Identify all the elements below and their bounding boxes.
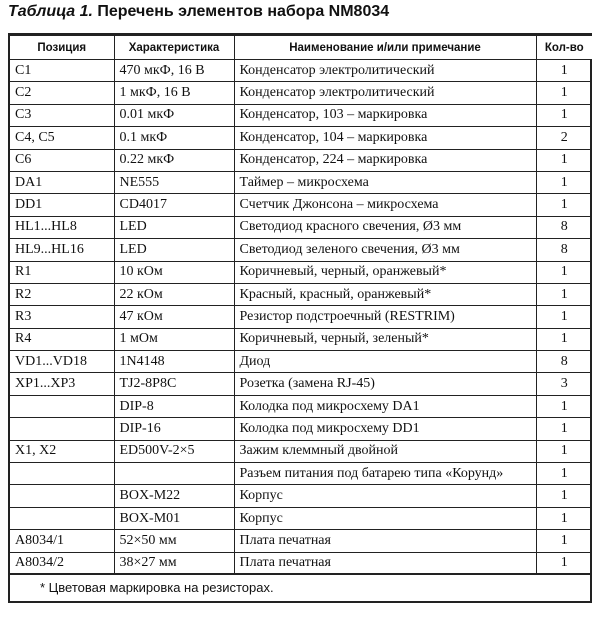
cell-quantity: 1 [536, 440, 592, 462]
cell-characteristic: ED500V-2×5 [114, 440, 234, 462]
table-title [8, 3, 389, 21]
cell-name-note: Конденсатор, 104 – маркировка [234, 127, 536, 149]
cell-characteristic: 1N4148 [114, 351, 234, 373]
cell-quantity: 1 [536, 507, 592, 529]
cell-position: VD1...VD18 [10, 351, 114, 373]
header-characteristic: Характеристика [114, 36, 234, 60]
table-row [10, 328, 592, 350]
cell-characteristic: 47 кОм [114, 306, 234, 328]
cell-name-note: Красный, красный, оранжевый* [234, 283, 536, 305]
cell-name-note: Светодиод красного свечения, Ø3 мм [234, 216, 536, 238]
parts-table-container [8, 33, 592, 603]
cell-characteristic: LED [114, 239, 234, 261]
cell-quantity: 1 [536, 328, 592, 350]
cell-quantity: 1 [536, 552, 592, 574]
cell-name-note: Корпус [234, 485, 536, 507]
cell-name-note: Зажим клеммный двойной [234, 440, 536, 462]
cell-characteristic: 1 мОм [114, 328, 234, 350]
cell-quantity: 1 [536, 306, 592, 328]
table-header-row [10, 36, 592, 60]
cell-quantity: 8 [536, 239, 592, 261]
header-quantity: Кол-во [536, 36, 592, 60]
cell-quantity: 1 [536, 194, 592, 216]
cell-characteristic: 10 кОм [114, 261, 234, 283]
header-position: Позиция [10, 36, 114, 60]
table-row [10, 171, 592, 193]
footnote: * Цветовая маркировка на резисторах. [40, 580, 274, 596]
cell-characteristic: 0.01 мкФ [114, 104, 234, 126]
table-title-text: Перечень элементов набора NM8034 [97, 3, 390, 20]
table-row [10, 306, 592, 328]
cell-characteristic: DIP-8 [114, 395, 234, 417]
table-row [10, 60, 592, 82]
table-row [10, 239, 592, 261]
cell-characteristic: 22 кОм [114, 283, 234, 305]
cell-position: DD1 [10, 194, 114, 216]
cell-name-note: Колодка под микросхему DA1 [234, 395, 536, 417]
parts-table [10, 35, 592, 575]
cell-position [10, 395, 114, 417]
cell-position [10, 463, 114, 485]
table-row [10, 373, 592, 395]
cell-quantity: 8 [536, 351, 592, 373]
cell-characteristic: CD4017 [114, 194, 234, 216]
cell-characteristic: NE555 [114, 171, 234, 193]
cell-quantity: 1 [536, 261, 592, 283]
cell-characteristic: 52×50 мм [114, 530, 234, 552]
cell-name-note: Конденсатор электролитический [234, 60, 536, 82]
table-row [10, 507, 592, 529]
cell-characteristic [114, 463, 234, 485]
cell-position: C4, C5 [10, 127, 114, 149]
cell-position: HL1...HL8 [10, 216, 114, 238]
table-row [10, 194, 592, 216]
table-row [10, 216, 592, 238]
cell-characteristic: TJ2-8P8C [114, 373, 234, 395]
table-row [10, 485, 592, 507]
cell-quantity: 1 [536, 60, 592, 82]
cell-quantity: 1 [536, 149, 592, 171]
cell-characteristic: 470 мкФ, 16 В [114, 60, 234, 82]
table-title-prefix: Таблица 1. [8, 3, 93, 20]
cell-characteristic: LED [114, 216, 234, 238]
cell-name-note: Конденсатор, 103 – маркировка [234, 104, 536, 126]
cell-position: A8034/1 [10, 530, 114, 552]
cell-name-note: Колодка под микросхему DD1 [234, 418, 536, 440]
header-name-note: Наименование и/или примечание [234, 36, 536, 60]
table-row [10, 351, 592, 373]
cell-characteristic: 0.22 мкФ [114, 149, 234, 171]
cell-characteristic: DIP-16 [114, 418, 234, 440]
cell-characteristic: 1 мкФ, 16 В [114, 82, 234, 104]
cell-position: HL9...HL16 [10, 239, 114, 261]
cell-position: R3 [10, 306, 114, 328]
cell-name-note: Коричневый, черный, оранжевый* [234, 261, 536, 283]
cell-position: XP1...XP3 [10, 373, 114, 395]
cell-position: R2 [10, 283, 114, 305]
cell-name-note: Светодиод зеленого свечения, Ø3 мм [234, 239, 536, 261]
cell-position: DA1 [10, 171, 114, 193]
cell-position [10, 485, 114, 507]
cell-characteristic: BOX-M01 [114, 507, 234, 529]
cell-characteristic: 0.1 мкФ [114, 127, 234, 149]
cell-position: C1 [10, 60, 114, 82]
cell-name-note: Конденсатор, 224 – маркировка [234, 149, 536, 171]
cell-position: X1, X2 [10, 440, 114, 462]
cell-name-note: Коричневый, черный, зеленый* [234, 328, 536, 350]
cell-name-note: Счетчик Джонсона – микросхема [234, 194, 536, 216]
cell-quantity: 3 [536, 373, 592, 395]
cell-quantity: 1 [536, 418, 592, 440]
table-row [10, 552, 592, 574]
cell-position [10, 418, 114, 440]
cell-characteristic: BOX-M22 [114, 485, 234, 507]
cell-quantity: 1 [536, 530, 592, 552]
table-row [10, 418, 592, 440]
cell-position: C2 [10, 82, 114, 104]
table-body [10, 60, 592, 575]
cell-quantity: 1 [536, 171, 592, 193]
cell-position: R1 [10, 261, 114, 283]
cell-quantity: 8 [536, 216, 592, 238]
cell-name-note: Розетка (замена RJ-45) [234, 373, 536, 395]
table-row [10, 104, 592, 126]
table-row [10, 127, 592, 149]
table-row [10, 82, 592, 104]
table-row [10, 149, 592, 171]
table-row [10, 463, 592, 485]
table-row [10, 395, 592, 417]
cell-name-note: Резистор подстроечный (RESTRIM) [234, 306, 536, 328]
cell-name-note: Корпус [234, 507, 536, 529]
cell-position: C6 [10, 149, 114, 171]
cell-quantity: 1 [536, 463, 592, 485]
table-row [10, 261, 592, 283]
table-row [10, 530, 592, 552]
table-row [10, 440, 592, 462]
cell-name-note: Таймер – микросхема [234, 171, 536, 193]
cell-name-note: Диод [234, 351, 536, 373]
cell-quantity: 1 [536, 485, 592, 507]
cell-name-note: Конденсатор электролитический [234, 82, 536, 104]
cell-quantity: 1 [536, 395, 592, 417]
cell-quantity: 1 [536, 283, 592, 305]
cell-name-note: Плата печатная [234, 552, 536, 574]
cell-quantity: 1 [536, 82, 592, 104]
cell-position: A8034/2 [10, 552, 114, 574]
cell-quantity: 1 [536, 104, 592, 126]
cell-name-note: Плата печатная [234, 530, 536, 552]
cell-position: R4 [10, 328, 114, 350]
cell-position [10, 507, 114, 529]
cell-quantity: 2 [536, 127, 592, 149]
cell-characteristic: 38×27 мм [114, 552, 234, 574]
table-row [10, 283, 592, 305]
cell-position: C3 [10, 104, 114, 126]
cell-name-note: Разъем питания под батарею типа «Корунд» [234, 463, 536, 485]
